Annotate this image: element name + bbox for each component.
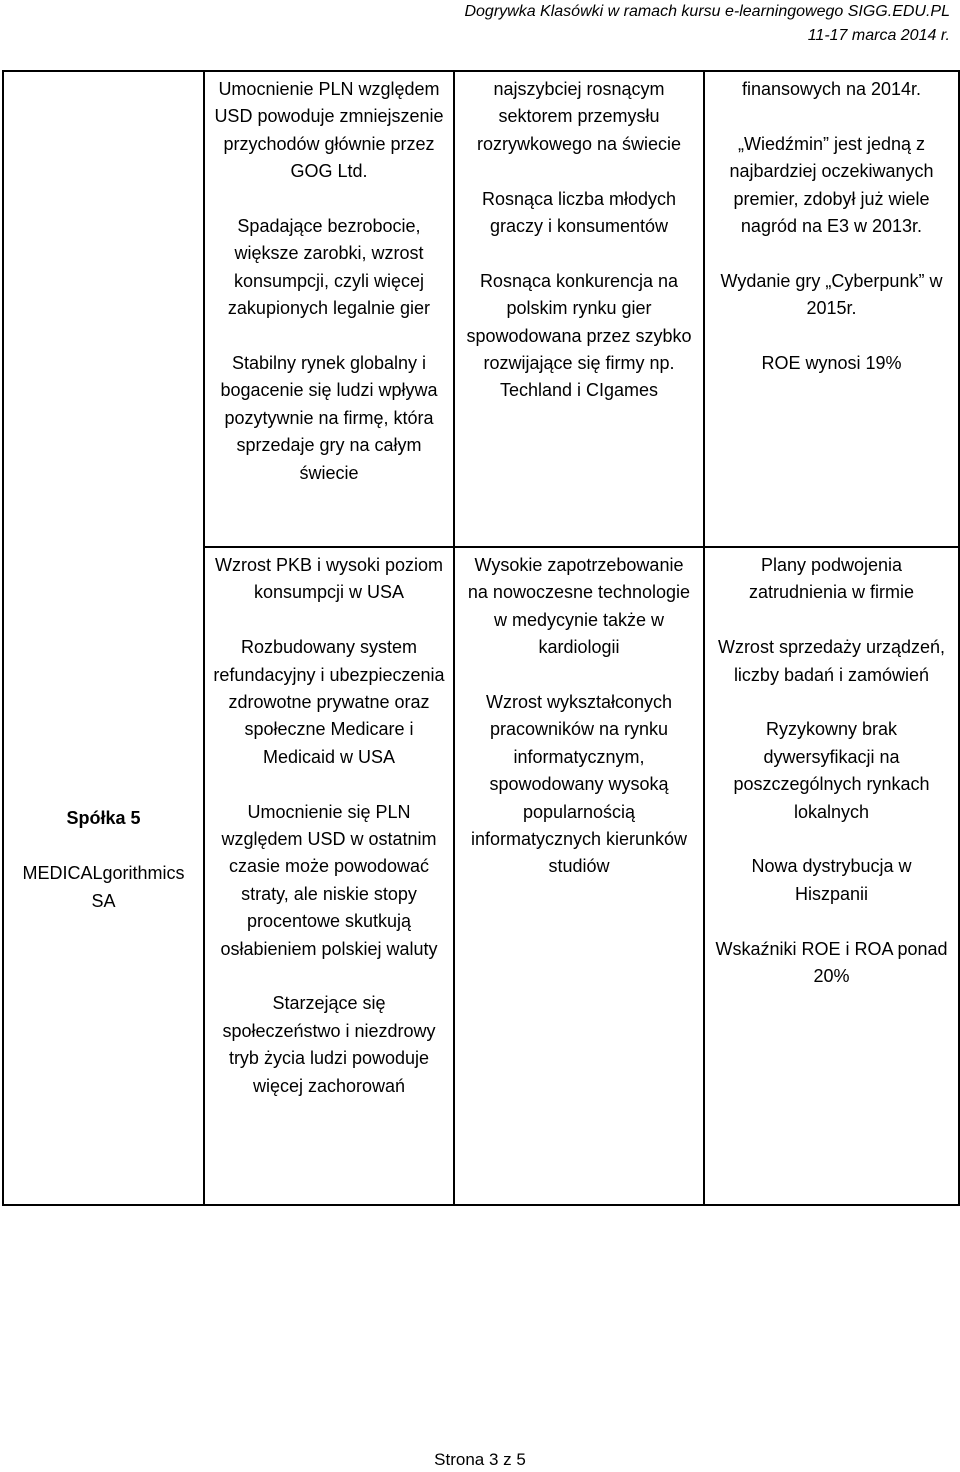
col2-top-cell: [454, 71, 704, 547]
list-item: Wzrost sprzedaży urządzeń, liczby badań i zamówień: [717, 637, 946, 685]
company-label: Spółka 5: [66, 808, 141, 828]
list-item: Umocnienie się PLN względem USD w ostatnim czasie może powodować straty, ale niskie stopy procentowe skutkują osłabieniem polskiej waluty: [220, 801, 438, 959]
list-item: Rosnąca liczba młodych graczy i konsumentów: [481, 188, 677, 237]
list-item: Starzejące się społeczeństwo i niezdrowy tryb życia ludzi powoduje więcej zachorowań: [222, 993, 436, 1096]
document-header-date: 11-17 marca 2014 r.: [807, 27, 950, 44]
list-item: Ryzykowny brak dywersyfikacji na poszczególnych rynkach lokalnych: [733, 719, 930, 822]
company-name: MEDICALgorithmics SA: [22, 863, 185, 911]
list-item: Wzrost wykształconych pracowników na rynku informatycznym, spowodowany wysoką popularnością informatycznych kierunków studiów: [470, 692, 688, 877]
company-cell: [3, 71, 204, 1205]
col1-top-cell: [204, 71, 454, 547]
list-item: finansowych na 2014r.: [741, 79, 922, 99]
list-item: Wysokie zapotrzebowanie na nowoczesne technologie w medycynie także w kardiologii: [467, 555, 691, 658]
page-number: Strona 3 z 5: [434, 1450, 526, 1469]
col3-top-cell: [704, 71, 959, 547]
list-item: Wskaźniki ROE i ROA ponad 20%: [715, 938, 948, 987]
list-item: Rozbudowany system refundacyjny i ubezpieczenia zdrowotne prywatne oraz społeczne Medicare i Medicaid w USA: [213, 637, 445, 767]
swot-table: [2, 70, 960, 1206]
list-item: Wzrost PKB i wysoki poziom konsumpcji w USA: [214, 555, 444, 603]
document-header-title: Dogrywka Klasówki w ramach kursu e-learningowego SIGG.EDU.PL: [464, 3, 950, 20]
list-item: Stabilny rynek globalny i bogacenie się ludzi wpływa pozytywnie na firmę, która sprzedaje gry na całym świecie: [220, 353, 438, 483]
list-item: Umocnienie PLN względem USD powoduje zmniejszenie przychodów głównie przez GOG Ltd.: [214, 79, 444, 182]
col3-bottom-cell: [704, 547, 959, 1205]
list-item: Wydanie gry „Cyberpunk” w 2015r.: [720, 270, 943, 319]
list-item: najszybciej rosnącym sektorem przemysłu rozrywkowego na świecie: [476, 79, 682, 154]
list-item: „Wiedźmin” jest jedną z najbardziej oczekiwanych premier, zdobył już wiele nagród na E3 w 2013r.: [729, 133, 934, 237]
table-row: [3, 71, 959, 547]
list-item: Spadające bezrobocie, większe zarobki, wzrost konsumpcji, czyli więcej zakupionych legalnie gier: [227, 216, 431, 319]
col1-bottom-cell: [204, 547, 454, 1205]
list-item: Nowa dystrybucja w Hiszpanii: [751, 856, 912, 904]
col2-bottom-cell: [454, 547, 704, 1205]
list-item: Plany podwojenia zatrudnienia w firmie: [748, 555, 915, 603]
list-item: Rosnąca konkurencja na polskim rynku gier spowodowana przez szybko rozwijające się firmy np. Techland i CIgames: [466, 270, 692, 401]
list-item: ROE wynosi 19%: [761, 353, 902, 374]
